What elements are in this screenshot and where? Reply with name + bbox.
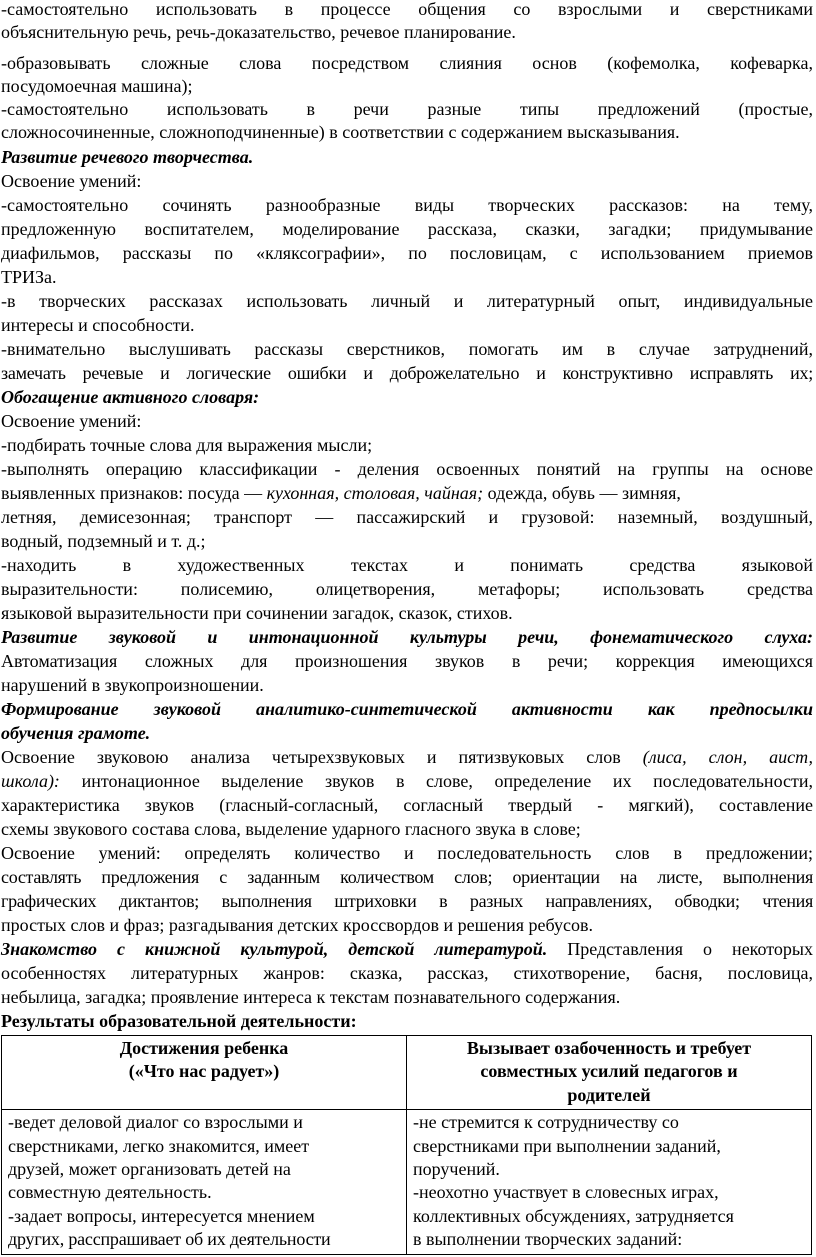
text-line: -внимательно выслушивать рассказы сверстников, помогать им в случае затруднений, [1, 339, 813, 359]
text-line: выразительности: полисемию, олицетворения, метафоры; использовать средства [1, 579, 813, 599]
text-line: водный, подземный и т. д.; [1, 531, 206, 551]
text-line: -выполнять операцию классификации - деления освоенных понятий на группы на основе [1, 459, 813, 479]
text-line: -подбирать точные слова для выражения мысли; [1, 435, 373, 455]
text-line: графических диктантов; выполнения штриховки в разных направлениях, обводки; чтения [1, 891, 813, 911]
table-header-row [2, 1036, 812, 1110]
section-heading: Знакомство с книжной культурой, детской литературой. [1, 939, 548, 959]
text-line: языковой выразительности при сочинении загадок, сказок, стихов. [1, 603, 513, 623]
text-line [1, 770, 813, 793]
text-line: посудомоечная машина); [1, 76, 193, 96]
text-line: -образовывать сложные слова посредством слияния основ (кофемолка, кофеварка, [1, 53, 813, 73]
results-table [1, 1035, 812, 1255]
text-line: схемы звукового состава слова, выделение ударного гласного звука в слове; [1, 819, 581, 839]
header-concerns: Вызывает озабоченность и требует совместных усилий педагогов и родителей [407, 1036, 812, 1110]
cell-concerns: -не стремится к сотрудничеству со сверстниками при выполнении заданий, поручений. -неохотно участвует в словесных играх, коллективных обсуждениях, затрудняется в выполнении творческих заданий: [407, 1110, 812, 1254]
section-heading: Развитие звуковой и интонационной культуры речи, фонематического слуха: [1, 627, 813, 647]
text-line: -находить в художественных текстах и понимать средства языковой [1, 555, 813, 575]
header-achievements: Достижения ребенка («Что нас радует») [2, 1036, 407, 1110]
text-line: простых слов и фраз; разгадывания детских кроссвордов и решения ребусов. [1, 915, 593, 935]
text-line: предложенную воспитателем, моделирование рассказа, сказки, загадки; придумывание [1, 219, 813, 239]
text-line: объяснительную речь, речь-доказательство, речевое планирование. [1, 22, 516, 42]
text-line [1, 746, 813, 769]
italic-segment: (лиса, слон, аист, [642, 747, 814, 767]
text-line: диафильмов, рассказы по «кляксографии», по пословицам, с использованием приемов [1, 243, 813, 263]
text-segment: Представления о некоторых [567, 939, 813, 959]
text-line: -самостоятельно использовать в речи разные типы предложений (простые, [1, 99, 813, 119]
text-line: -в творческих рассказах использовать личный и литературный опыт, индивидуальные [1, 291, 813, 311]
text-line: -самостоятельно использовать в процессе общения со взрослыми и сверстниками [1, 0, 813, 19]
section-heading: Обогащение активного словаря: [1, 387, 260, 407]
text-line: замечать речевые и логические ошибки и доброжелательно и конструктивно исправлять их; [1, 363, 813, 383]
section-heading: обучения грамоте. [1, 723, 151, 743]
text-segment: одежда, обувь — зимняя, [487, 483, 681, 503]
text-line [1, 482, 813, 505]
results-heading: Результаты образовательной деятельности: [1, 1011, 357, 1031]
text-segment: интонационное выделение звуков в слове, определение их последовательности, [81, 771, 813, 791]
table-row [2, 1110, 812, 1254]
italic-segment: кухонная, столовая, чайная; [266, 483, 484, 503]
text-line: небылица, загадка; проявление интереса к текстам познавательного содержания. [1, 987, 621, 1007]
text-line: ТРИЗа. [1, 267, 57, 287]
text-line: Автоматизация сложных для произношения звуков в речи; коррекция имеющихся [1, 651, 813, 671]
text-line: сложносочиненные, сложноподчиненные) в соответствии с содержанием высказывания. [1, 122, 680, 142]
text-line: Освоение умений: [1, 411, 142, 431]
cell-achievements: -ведет деловой диалог со взрослыми и сверстниками, легко знакомится, имеет друзей, может организовать детей на совместную деятельность. -задает вопросы, интересуется мнением других, расспрашивает об их деятельности [2, 1110, 407, 1254]
text-line: Освоение умений: определять количество и последовательность слов в предложении; [1, 843, 813, 863]
text-line [1, 938, 813, 961]
section-heading: Развитие речевого творчества. [1, 147, 254, 167]
text-line: -самостоятельно сочинять разнообразные виды творческих рассказов: на тему, [1, 195, 813, 215]
text-line: особенностях литературных жанров: сказка, рассказ, стихотворение, басня, пословица, [1, 963, 813, 983]
italic-segment: школа): [1, 771, 60, 791]
section-heading: Формирование звуковой аналитико-синтетической активности как предпосылки [1, 699, 813, 719]
text-line: интересы и способности. [1, 315, 195, 335]
text-line: летняя, демисезонная; транспорт — пассажирский и грузовой: наземный, воздушный, [1, 507, 813, 527]
text-segment: выявленных признаков: посуда — [1, 483, 263, 503]
text-line: Освоение умений: [1, 171, 142, 191]
text-segment: Освоение звуковою анализа четырехзвуковых и пятизвуковых слов [1, 747, 621, 767]
text-line: нарушений в звукопроизношении. [1, 675, 264, 695]
text-line: характеристика звуков (гласный-согласный, согласный твердый - мягкий), составление [1, 795, 813, 815]
text-line: составлять предложения с заданным количеством слов; ориентации на листе, выполнения [1, 867, 813, 887]
